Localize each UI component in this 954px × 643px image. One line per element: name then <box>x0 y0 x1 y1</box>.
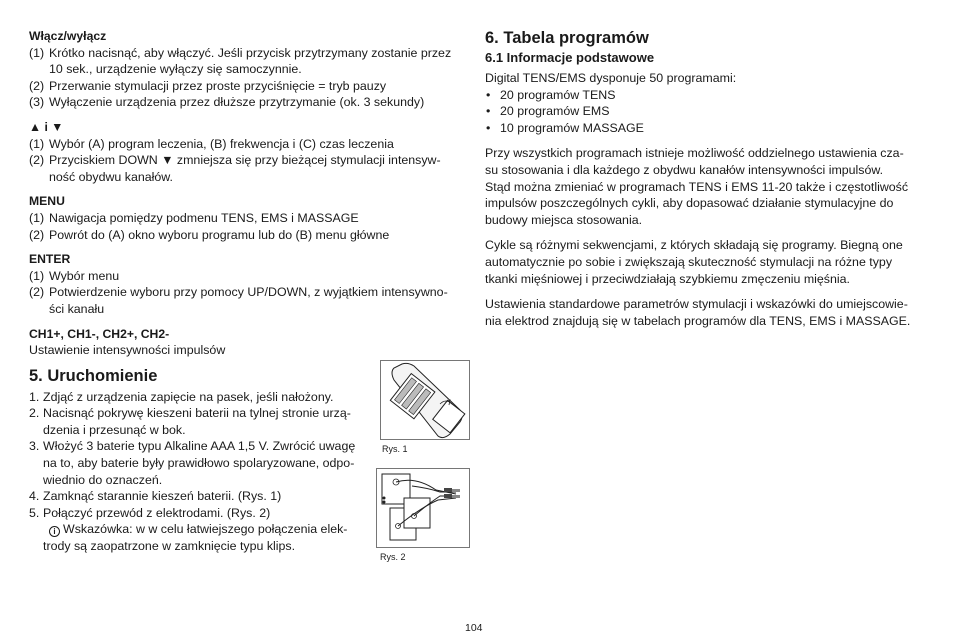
basic-info-subheading: 6.1 Informacje podstawowe <box>485 50 655 65</box>
channel-text: Ustawienie intensywności impulsów <box>29 343 226 358</box>
list-item: (2) Przyciskiem DOWN ▼ zmniejsza się przy bieżącej stymulacji intensyw- ność obydwu kanałów. <box>29 153 441 184</box>
figure-1-caption: Rys. 1 <box>382 444 408 454</box>
tip-text: trody są zaopatrzone w zamknięcie typu klips. <box>43 539 296 554</box>
list-item: 5. Połączyć przewód z elektrodami. (Rys. 2) i Wskazówka: w w celu łatwiejszego połączenia elek- <box>29 505 348 537</box>
startup-list <box>29 389 374 555</box>
list-item: (1) Nawigacja pomiędzy podmenu TENS, EMS i MASSAGE <box>29 210 359 225</box>
list-item: (2) Powrót do (A) okno wyboru programu lub do (B) menu główne <box>29 227 390 242</box>
updown-title: ▲ i ▼ <box>29 119 64 134</box>
page-number: 104 <box>465 622 483 634</box>
list-item: • 10 programów MASSAGE <box>486 120 644 135</box>
right-column <box>485 28 925 329</box>
list-item: • 20 programów EMS <box>486 104 610 119</box>
paragraph-2: Cykle są różnymi sekwencjami, z których składają się programy. Biegną one automatycznie po sobie i zwiększają skuteczność stymulacji na różne typy tkanki mięśniowej i przeciwdziałają szybkiemu zmęczeniu mięśnia. <box>485 238 903 286</box>
startup-heading: 5. Uruchomienie <box>29 366 158 385</box>
list-item: (2) Przerwanie stymulacji przez proste przyciśnięcie = tryb pauzy <box>29 78 387 93</box>
list-item: 4. Zamknąć starannie kieszeń baterii. (Rys. 1) <box>29 489 282 504</box>
figure-2-caption: Rys. 2 <box>380 552 406 562</box>
onoff-title: Włącz/wyłącz <box>29 29 107 43</box>
list-item: 1. Zdjąć z urządzenia zapięcie na pasek, jeśli nałożony. <box>29 389 334 404</box>
paragraph-1: Przy wszystkich programach istnieje możliwość oddzielnego ustawienia cza- su stosowania i dla każdego z obydwu kanałów intensywności impulsów. Stąd można zmieniać w programach TENS i EMS 11-20 także i częstotliwość impulsów poszczególnych cykli, aby dopasować działanie stymulacyjne do budowy miejsca stosowania. <box>485 146 909 227</box>
menu-title: MENU <box>29 194 65 209</box>
list-item: 3. Włożyć 3 baterie typu Alkaline AAA 1,5 V. Zwrócić uwagę na to, aby baterie były prawidłowo spolaryzowane, odpo- wiednio do oznaczeń. <box>29 439 356 487</box>
list-item: (3) Wyłączenie urządzenia przez dłuższe przytrzymanie (ok. 3 sekundy) <box>29 95 425 110</box>
info-icon: i <box>49 526 60 537</box>
list-item: (1) Wybór menu <box>29 268 120 283</box>
figure-2-electrodes-icon <box>376 468 470 548</box>
list-item: • 20 programów TENS <box>486 87 616 102</box>
list-item: (1) Krótko nacisnąć, aby włączyć. Jeśli przycisk przytrzymany zostanie przez 10 sek., urządzenie wyłączy się samoczynnie. <box>29 45 452 77</box>
intro-text: Digital TENS/EMS dysponuje 50 programami: <box>485 71 737 85</box>
program-table-heading: 6. Tabela programów <box>485 29 649 47</box>
paragraph-3: Ustawienia standardowe parametrów stymulacji i wskazówki do umiejscowie- nia elektrod znajdują się w tabelach programów dla TENS, EMS i MASSAGE. <box>485 297 911 328</box>
channel-title: CH1+, CH1-, CH2+, CH2- <box>29 326 170 341</box>
list-item: (1) Wybór (A) program leczenia, (B) frekwencja i (C) czas leczenia <box>29 136 394 151</box>
enter-title: ENTER <box>29 252 71 267</box>
list-item: (2) Potwierdzenie wyboru przy pomocy UP/DOWN, z wyjątkiem intensywno- ści kanału <box>29 285 448 316</box>
list-item: 2. Nacisnąć pokrywę kieszeni baterii na tylnej stronie urzą- dzenia i przesunąć w bok. <box>29 406 351 437</box>
figure-1-battery-icon <box>380 360 470 440</box>
